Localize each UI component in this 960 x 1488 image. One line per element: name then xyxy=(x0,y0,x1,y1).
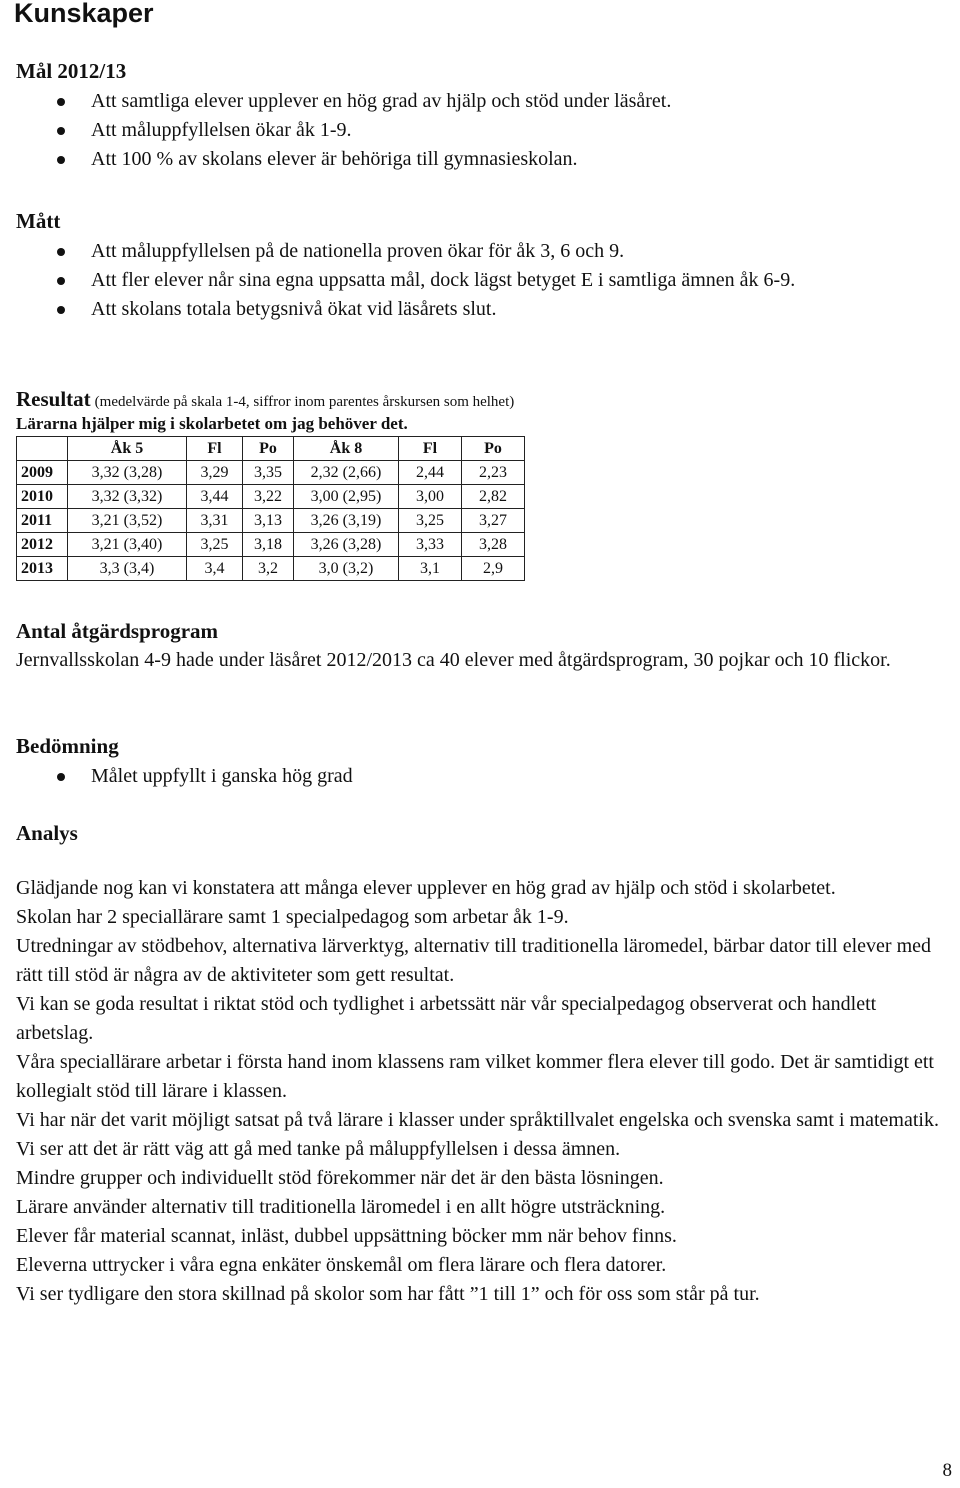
analysis-body xyxy=(16,874,944,1309)
year-cell: 2011 xyxy=(17,509,68,533)
analysis-paragraph: Vi har när det varit möjligt satsat på två lärare i klasser under språktillvalet engelska och svenska samt i matematik. Vi ser att det är rätt väg att gå med tanke på måluppfyllelsen i dessa ämnen. xyxy=(16,1109,939,1160)
header-cell: Po xyxy=(243,437,294,461)
table-cell: 3,25 xyxy=(399,509,462,533)
header-cell: Fl xyxy=(187,437,243,461)
measures-heading: Mått xyxy=(16,209,61,233)
analysis-paragraph: Skolan har 2 speciallärare samt 1 specialpedagog som arbetar åk 1-9. xyxy=(16,906,569,928)
header-cell xyxy=(17,437,68,461)
table-cell: 3,00 xyxy=(399,485,462,509)
list-item: Att samtliga elever upplever en hög grad av hjälp och stöd under läsåret. xyxy=(16,87,944,116)
assessment-list xyxy=(16,762,944,791)
results-note: (medelvärde på skala 1-4, siffror inom parentes årskursen som helhet) xyxy=(94,394,515,410)
measures-section xyxy=(16,208,944,324)
table-row xyxy=(17,533,525,557)
analysis-paragraph: Vi ser tydligare den stora skillnad på skolor som har fått ”1 till 1” och för oss som står på tur. xyxy=(16,1283,760,1305)
table-cell: 2,9 xyxy=(462,557,525,581)
bullet-icon xyxy=(57,98,65,106)
header-cell: Åk 8 xyxy=(294,437,399,461)
year-cell: 2012 xyxy=(17,533,68,557)
list-item: Målet uppfyllt i ganska hög grad xyxy=(16,762,944,791)
table-cell: 2,44 xyxy=(399,461,462,485)
survey-question: Lärarna hjälper mig i skolarbetet om jag behöver det. xyxy=(16,414,408,433)
table-cell: 3,1 xyxy=(399,557,462,581)
action-programs-text: Jernvallsskolan 4-9 hade under läsåret 2012/2013 ca 40 elever med åtgärdsprogram, 30 pojkar och 10 flickor. xyxy=(16,649,891,671)
table-cell: 3,32 (3,32) xyxy=(68,485,187,509)
list-item: Att 100 % av skolans elever är behöriga till gymnasieskolan. xyxy=(16,145,944,174)
list-item: Att måluppfyllelsen på de nationella proven ökar för åk 3, 6 och 9. xyxy=(16,237,856,266)
bullet-icon xyxy=(57,248,65,256)
table-cell: 3,13 xyxy=(243,509,294,533)
table-cell: 3,25 xyxy=(187,533,243,557)
bullet-icon xyxy=(57,773,65,781)
goals-section xyxy=(16,58,944,174)
table-cell: 3,26 (3,19) xyxy=(294,509,399,533)
table-cell: 3,22 xyxy=(243,485,294,509)
table-cell: 3,28 xyxy=(462,533,525,557)
analysis-heading: Analys xyxy=(16,821,78,845)
table-cell: 2,23 xyxy=(462,461,525,485)
action-programs-section xyxy=(16,618,944,675)
goals-heading: Mål 2012/13 xyxy=(16,59,127,83)
table-cell: 3,2 xyxy=(243,557,294,581)
table-cell: 3,3 (3,4) xyxy=(68,557,187,581)
year-cell: 2009 xyxy=(17,461,68,485)
bullet-icon xyxy=(57,306,65,314)
measures-list xyxy=(16,237,856,324)
bullet-icon xyxy=(57,277,65,285)
year-cell: 2013 xyxy=(17,557,68,581)
assessment-section xyxy=(16,733,944,791)
analysis-paragraph: Lärare använder alternativ till traditionella läromedel i en allt högre utsträckning. xyxy=(16,1196,666,1218)
page-number: 8 xyxy=(942,1460,952,1481)
results-section xyxy=(16,386,944,436)
bullet-icon xyxy=(57,127,65,135)
table-cell: 3,26 (3,28) xyxy=(294,533,399,557)
table-cell: 3,4 xyxy=(187,557,243,581)
header-cell: Åk 5 xyxy=(68,437,187,461)
analysis-paragraph: Vi kan se goda resultat i riktat stöd och tydlighet i arbetssätt när vår specialpedagog observerat och handlett arbetslag. xyxy=(16,993,877,1044)
bullet-icon xyxy=(57,156,65,164)
list-item: Att måluppfyllelsen ökar åk 1-9. xyxy=(16,116,944,145)
table-cell: 3,18 xyxy=(243,533,294,557)
page-title: Kunskaper xyxy=(14,0,154,28)
table-cell: 3,29 xyxy=(187,461,243,485)
list-item: Att skolans totala betygsnivå ökat vid läsårets slut. xyxy=(16,295,856,324)
analysis-paragraph: Våra speciallärare arbetar i första hand inom klassens ram vilket kommer flera elever till godo. Det är samtidigt ett kollegialt stöd till lärare i klassen. xyxy=(16,1051,934,1102)
table-cell: 3,44 xyxy=(187,485,243,509)
table-cell: 3,27 xyxy=(462,509,525,533)
table-cell: 3,21 (3,52) xyxy=(68,509,187,533)
results-table xyxy=(16,436,525,581)
table-cell: 3,31 xyxy=(187,509,243,533)
table-cell: 3,32 (3,28) xyxy=(68,461,187,485)
year-cell: 2010 xyxy=(17,485,68,509)
table-cell: 2,82 xyxy=(462,485,525,509)
table-cell: 3,35 xyxy=(243,461,294,485)
table-header-row xyxy=(17,437,525,461)
table-row xyxy=(17,509,525,533)
table-cell: 3,33 xyxy=(399,533,462,557)
table-row xyxy=(17,557,525,581)
analysis-paragraph: Utredningar av stödbehov, alternativa lärverktyg, alternativ till traditionella läromedel, bärbar dator till elever med rätt till stöd är några av de aktiviteter som gett resultat. xyxy=(16,935,932,986)
table-cell: 3,21 (3,40) xyxy=(68,533,187,557)
analysis-paragraph: Mindre grupper och individuellt stöd förekommer när det är den bästa lösningen. xyxy=(16,1167,664,1189)
results-heading: Resultat xyxy=(16,387,91,411)
analysis-paragraph: Glädjande nog kan vi konstatera att många elever upplever en hög grad av hjälp och stöd i skolarbetet. xyxy=(16,877,836,899)
analysis-paragraph: Eleverna uttrycker i våra egna enkäter önskemål om flera lärare och flera datorer. xyxy=(16,1254,667,1276)
table-row xyxy=(17,461,525,485)
header-cell: Fl xyxy=(399,437,462,461)
header-cell: Po xyxy=(462,437,525,461)
list-item: Att fler elever når sina egna uppsatta mål, dock lägst betyget E i samtliga ämnen åk 6-9. xyxy=(16,266,856,295)
table-cell: 3,0 (3,2) xyxy=(294,557,399,581)
goals-list xyxy=(16,87,944,174)
action-programs-heading: Antal åtgärdsprogram xyxy=(16,619,219,643)
table-cell: 3,00 (2,95) xyxy=(294,485,399,509)
table-row xyxy=(17,485,525,509)
assessment-heading: Bedömning xyxy=(16,734,119,758)
table-cell: 2,32 (2,66) xyxy=(294,461,399,485)
analysis-heading-wrap xyxy=(16,820,944,846)
analysis-paragraph: Elever får material scannat, inläst, dubbel uppsättning böcker mm när behov finns. xyxy=(16,1225,677,1247)
